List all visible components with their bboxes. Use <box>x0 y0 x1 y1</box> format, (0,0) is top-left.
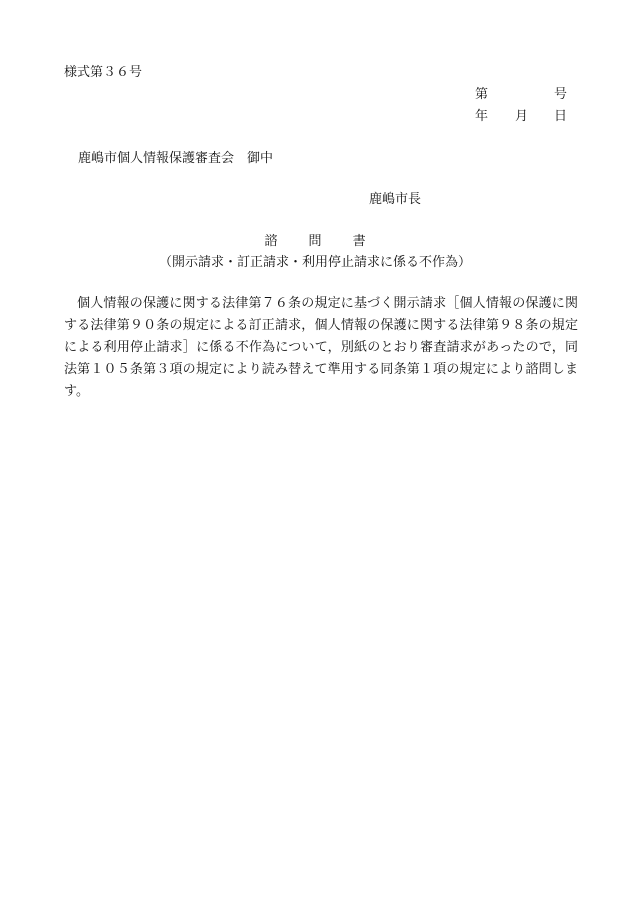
addressee: 鹿嶋市個人情報保護審査会 御中 <box>78 151 274 166</box>
document-number-prefix: 第 <box>475 87 489 102</box>
sender: 鹿嶋市長 <box>369 192 422 207</box>
date-line <box>475 110 567 124</box>
form-number: 様式第３６号 <box>64 65 143 80</box>
document-subtitle: （開示請求・訂正請求・利用停止請求に係る不作為） <box>158 255 471 270</box>
title-char-3: 書 <box>352 234 366 249</box>
document-number-suffix: 号 <box>553 87 567 102</box>
date-day: 日 <box>553 109 567 124</box>
date-year: 年 <box>475 109 489 124</box>
title-char-2: 問 <box>308 234 322 249</box>
document-title <box>0 235 630 248</box>
date-month: 月 <box>515 109 529 124</box>
document-number-line <box>475 88 567 102</box>
body-paragraph: 個人情報の保護に関する法律第７６条の規定に基づく開示請求［個人情報の保護に関する法律第９０条の規定による訂正請求，個人情報の保護に関する法律第９８条の規定による利用停止請求］に係る不作為について，別紙のとおり審査請求があったので，同法第１０５条第３項の規定により読み替えて準用する同条第１項の規定により諮問します。 <box>64 296 578 399</box>
title-char-1: 諮 <box>264 234 278 249</box>
